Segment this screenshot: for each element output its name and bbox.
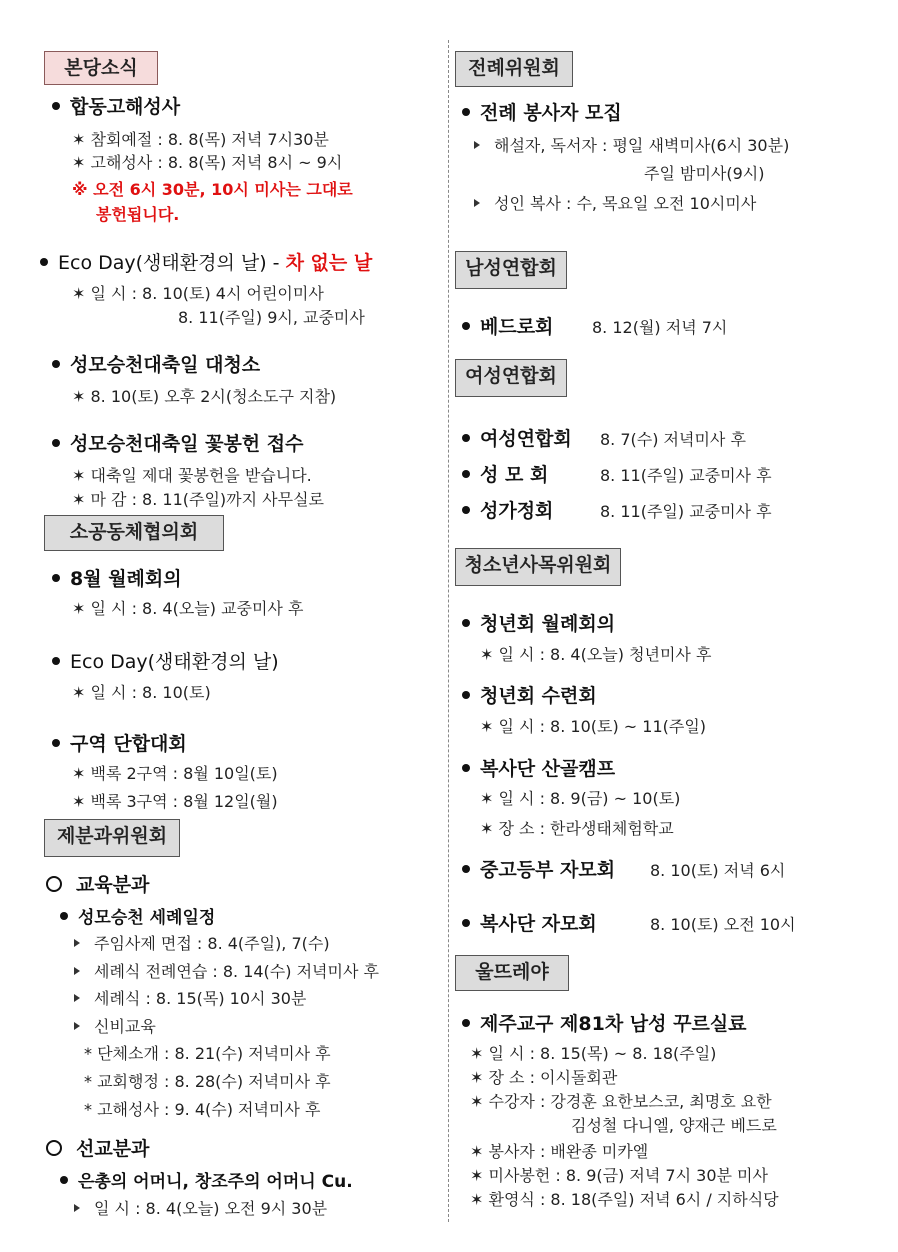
heading-flowers: [52, 429, 303, 456]
middle-school-row: [462, 855, 615, 882]
item-text: 일 시 : 8. 4(오늘) 오전 9시 30분: [94, 1199, 328, 1218]
heading-youth-retreat: [462, 681, 597, 708]
education-star-3: * 고해성사 : 9. 4(수) 저녁미사 후: [84, 1100, 321, 1119]
group-name: 베드로회: [480, 316, 554, 338]
liturgy-line-1b: 주일 밤미사(9시): [644, 164, 765, 183]
eco-line-2: 8. 11(주일) 9시, 교중미사: [178, 308, 365, 327]
heading-camp: [462, 754, 615, 781]
bullet-icon: [40, 258, 48, 266]
bullet-icon: [462, 322, 470, 330]
eco-line-1: ✶ 일 시 : 8. 10(토) 4시 어린이미사: [72, 284, 324, 303]
heading-text: 8월 월례회의: [70, 568, 182, 590]
bullet-icon: [52, 739, 60, 747]
section-title-bondang: 본당소식: [44, 51, 158, 85]
heading-text: 합동고해성사: [70, 96, 181, 118]
section-title-liturgy: 전례위원회: [455, 51, 573, 87]
heading-confession: [52, 92, 180, 119]
heading-text: Eco Day(생태환경의 날) -: [58, 252, 286, 274]
heading-youth-monthly: [462, 609, 615, 636]
bullet-icon: [52, 102, 60, 110]
heading-highlight: 차 없는 날: [285, 252, 373, 274]
triangle-bullet-icon: [74, 967, 80, 975]
group-name: 중고등부 자모회: [480, 859, 616, 881]
women-detail-2: 8. 11(주일) 교중미사 후: [600, 466, 772, 485]
bullet-icon: [52, 360, 60, 368]
section-title-youth: 청소년사목위원회: [455, 548, 621, 586]
bullet-icon: [462, 108, 470, 116]
sub-heading-baptism: [60, 903, 215, 928]
section-title-men: 남성연합회: [455, 251, 567, 289]
item-text: 성인 복사 : 수, 목요일 오전 10시미사: [494, 194, 757, 213]
confession-note-2: 봉헌됩니다.: [96, 205, 180, 224]
cursillo-line-3: ✶ 수강자 : 강경훈 요한보스코, 최명호 요한: [470, 1092, 772, 1111]
women-row-1: [462, 424, 572, 451]
group-name: 여성연합회: [480, 428, 572, 450]
group-name: 성가정회: [480, 500, 554, 522]
altar-parents-row: [462, 909, 597, 936]
bullet-icon: [52, 574, 60, 582]
bullet-icon: [52, 657, 60, 665]
circle-bullet-icon: [46, 876, 62, 892]
item-text: 세례식 : 8. 15(목) 10시 30분: [94, 989, 307, 1008]
heading-text: 제주교구 제81차 남성 꾸르실료: [480, 1013, 747, 1035]
flowers-line-2: ✶ 마 감 : 8. 11(주일)까지 사무실로: [72, 490, 324, 509]
middle-school-detail: 8. 10(토) 저녁 6시: [650, 861, 786, 880]
youth-monthly-line-1: ✶ 일 시 : 8. 4(오늘) 청년미사 후: [480, 645, 712, 664]
cursillo-line-4: 김성철 다니엘, 양재근 베드로: [571, 1116, 777, 1135]
education-item-1: [74, 931, 330, 954]
section-title-community: 소공동체협의회: [44, 515, 224, 551]
section-title-ultreya: 울뜨레야: [455, 955, 569, 991]
men-row: [462, 312, 553, 339]
monthly-line-1: ✶ 일 시 : 8. 4(오늘) 교중미사 후: [72, 599, 304, 618]
heading-monthly-meeting: [52, 564, 182, 591]
women-detail-3: 8. 11(주일) 교중미사 후: [600, 502, 772, 521]
group-name: 복사단 자모회: [480, 913, 597, 935]
heading-text: 선교분과: [76, 1138, 150, 1160]
cursillo-line-7: ✶ 환영식 : 8. 18(주일) 저녁 6시 / 지하식당: [470, 1190, 779, 1209]
group-name: 성 모 회: [480, 464, 549, 486]
camp-line-1: ✶ 일 시 : 8. 9(금) ~ 10(토): [480, 789, 681, 808]
heading-text: 구역 단합대회: [70, 733, 187, 755]
bullet-icon: [462, 506, 470, 514]
heading-text: 성모승천대축일 대청소: [70, 354, 261, 376]
bullet-icon: [462, 619, 470, 627]
heading-text: Eco Day(생태환경의 날): [70, 651, 279, 673]
heading-text: 교육분과: [76, 874, 150, 896]
bullet-icon: [462, 764, 470, 772]
triangle-bullet-icon: [74, 1022, 80, 1030]
heading-text: 성모승천 세례일정: [78, 908, 216, 928]
district-line-1: ✶ 백록 2구역 : 8월 10일(토): [72, 764, 278, 783]
column-divider: [448, 40, 449, 1222]
cursillo-line-5: ✶ 봉사자 : 배완종 미카엘: [470, 1142, 649, 1161]
bullet-icon: [60, 1176, 68, 1184]
heading-liturgy-recruit: [462, 98, 622, 125]
education-star-2: * 교회행정 : 8. 28(수) 저녁미사 후: [84, 1072, 331, 1091]
education-item-3: [74, 986, 306, 1009]
item-text: 해설자, 독서자 : 평일 새벽미사(6시 30분): [494, 136, 790, 155]
liturgy-line-2: [474, 191, 756, 214]
camp-line-2: ✶ 장 소 : 한라생태체험학교: [480, 819, 674, 838]
heading-eco-day: [40, 248, 372, 275]
women-row-3: [462, 496, 553, 523]
triangle-bullet-icon: [74, 939, 80, 947]
cleaning-line-1: ✶ 8. 10(토) 오후 2시(청소도구 지참): [72, 387, 337, 406]
cursillo-line-1: ✶ 일 시 : 8. 15(목) ~ 8. 18(주일): [470, 1044, 717, 1063]
bullet-icon: [462, 919, 470, 927]
heading-text: 전례 봉사자 모집: [480, 102, 622, 124]
bullet-icon: [462, 691, 470, 699]
district-line-2: ✶ 백록 3구역 : 8월 12일(월): [72, 792, 278, 811]
triangle-bullet-icon: [474, 141, 480, 149]
section-title-women: 여성연합회: [455, 359, 567, 397]
community-eco-line-1: ✶ 일 시 : 8. 10(토): [72, 683, 211, 702]
heading-text: 은총의 어머니, 창조주의 어머니 Cu.: [78, 1172, 353, 1192]
education-item-2: [74, 959, 379, 982]
flowers-line-1: ✶ 대축일 제대 꽃봉헌을 받습니다.: [72, 466, 312, 485]
education-item-4: [74, 1014, 156, 1037]
triangle-bullet-icon: [74, 994, 80, 1002]
bullet-icon: [462, 1019, 470, 1027]
triangle-bullet-icon: [74, 1204, 80, 1212]
triangle-bullet-icon: [474, 199, 480, 207]
cursillo-line-2: ✶ 장 소 : 이시돌회관: [470, 1068, 618, 1087]
item-text: 신비교육: [94, 1017, 156, 1036]
women-detail-1: 8. 7(수) 저녁미사 후: [600, 430, 746, 449]
bullet-icon: [462, 470, 470, 478]
heading-education: [46, 870, 149, 897]
section-title-committee: 제분과위원회: [44, 819, 180, 857]
heading-text: 성모승천대축일 꽃봉헌 접수: [70, 433, 304, 455]
sub-heading-curia: [60, 1167, 353, 1192]
mission-item-1: [74, 1196, 327, 1219]
bullet-icon: [52, 439, 60, 447]
bullet-icon: [60, 912, 68, 920]
bullet-icon: [462, 434, 470, 442]
altar-parents-detail: 8. 10(토) 오전 10시: [650, 915, 796, 934]
heading-mission: [46, 1134, 149, 1161]
heading-district: [52, 729, 187, 756]
cursillo-line-6: ✶ 미사봉헌 : 8. 9(금) 저녁 7시 30분 미사: [470, 1166, 768, 1185]
education-star-1: * 단체소개 : 8. 21(수) 저녁미사 후: [84, 1044, 331, 1063]
heading-text: 복사단 산골캠프: [480, 758, 616, 780]
heading-text: 청년회 수련회: [480, 685, 597, 707]
heading-community-eco: [52, 647, 279, 674]
heading-cursillo: [462, 1009, 747, 1036]
heading-text: 청년회 월례회의: [480, 613, 616, 635]
liturgy-line-1: [474, 133, 789, 156]
bullet-icon: [462, 865, 470, 873]
confession-line-1: ✶ 참회예절 : 8. 8(목) 저녁 7시30분: [72, 130, 329, 149]
women-row-2: [462, 460, 548, 487]
youth-retreat-line-1: ✶ 일 시 : 8. 10(토) ~ 11(주일): [480, 717, 707, 736]
item-text: 주임사제 면접 : 8. 4(주일), 7(수): [94, 934, 330, 953]
item-text: 세례식 전례연습 : 8. 14(수) 저녁미사 후: [94, 962, 379, 981]
circle-bullet-icon: [46, 1140, 62, 1156]
confession-line-2: ✶ 고해성사 : 8. 8(목) 저녁 8시 ~ 9시: [72, 153, 343, 172]
men-detail: 8. 12(월) 저녁 7시: [592, 318, 728, 337]
heading-cleaning: [52, 350, 260, 377]
confession-note-1: ※ 오전 6시 30분, 10시 미사는 그대로: [72, 180, 353, 199]
